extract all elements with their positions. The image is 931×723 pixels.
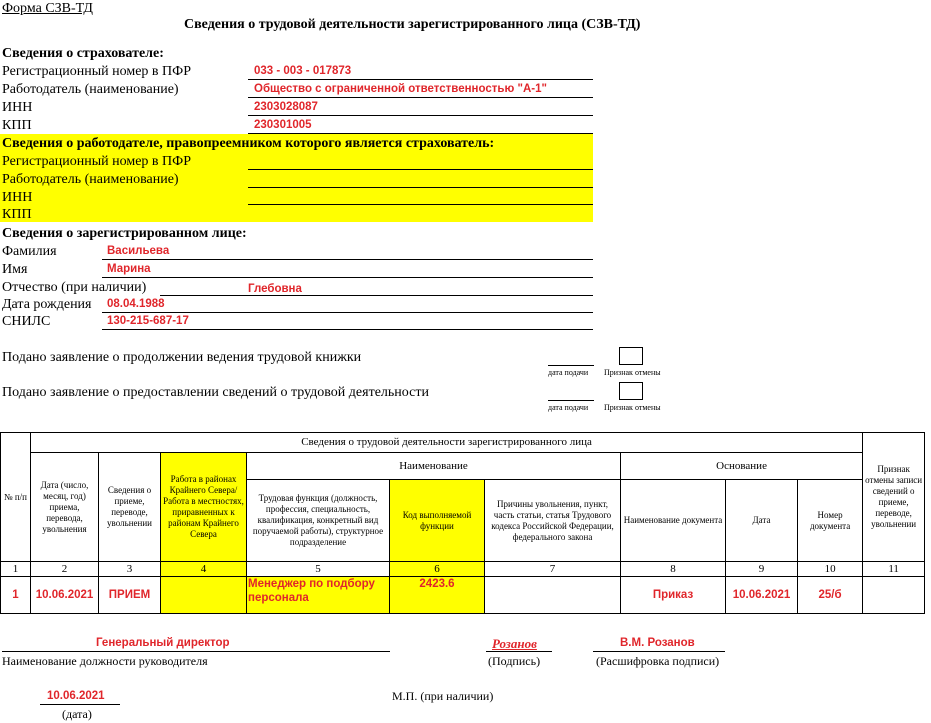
table-group-header: Сведения о трудовой деятельности зарегистрированного лица <box>31 433 863 453</box>
col-header-doc-num: Номер документа <box>798 480 863 562</box>
row-code[interactable]: 2423.6 <box>390 577 485 614</box>
person-name-label: Имя <box>2 262 28 277</box>
continue-book-cancel-box[interactable] <box>619 347 643 365</box>
insurer-employer-label: Работодатель (наименование) <box>2 82 179 97</box>
col-header-date: Дата (число, месяц, год) приема, перевода, увольнения <box>31 453 99 562</box>
table-row <box>1 577 925 614</box>
document-title: Сведения о трудовой деятельности зарегистрированного лица (СЗВ-ТД) <box>184 17 641 32</box>
signature-line <box>486 651 552 652</box>
insurer-kpp-value[interactable]: 230301005 <box>254 119 312 131</box>
manager-position-line <box>2 651 390 652</box>
row-doc-date[interactable]: 10.06.2021 <box>726 577 798 614</box>
provide-info-cancel-caption: Признак отмены <box>604 403 661 412</box>
insurer-inn-value[interactable]: 2303028087 <box>254 101 318 113</box>
col-header-doc-date: Дата <box>726 480 798 562</box>
successor-inn-field[interactable] <box>248 204 593 205</box>
person-name-line <box>102 277 593 278</box>
insurer-kpp-label: КПП <box>2 118 32 133</box>
row-function[interactable]: Менеджер по подбору персонала <box>247 577 390 614</box>
manager-position-value[interactable]: Генеральный директор <box>96 637 230 649</box>
col-header-doc-name: Наименование документа <box>621 480 726 562</box>
signature-decode-line <box>593 651 725 652</box>
insurer-reg-value[interactable]: 033 - 003 - 017873 <box>254 65 352 77</box>
name-group-header: Наименование <box>247 453 621 480</box>
col-number: 3 <box>99 562 161 577</box>
successor-kpp-label: КПП <box>2 207 32 222</box>
person-patronymic-value[interactable]: Глебовна <box>248 283 302 295</box>
continue-book-cancel-caption: Признак отмены <box>604 368 661 377</box>
sign-date-value[interactable]: 10.06.2021 <box>47 690 105 702</box>
insurer-inn-line <box>248 115 593 116</box>
successor-section <box>0 134 593 222</box>
sign-date-line <box>40 704 120 705</box>
row-date[interactable]: 10.06.2021 <box>31 577 99 614</box>
person-name-value[interactable]: Марина <box>107 263 151 275</box>
signature-decode-value[interactable]: В.М. Розанов <box>620 637 695 649</box>
labor-activity-table <box>0 432 925 614</box>
insurer-employer-value[interactable]: Общество с ограниченной ответственностью "А-1" <box>254 83 547 95</box>
col-number: 7 <box>485 562 621 577</box>
col-header-info: Сведения о приеме, переводе, увольнении <box>99 453 161 562</box>
insurer-reg-line <box>248 79 593 80</box>
successor-employer-field[interactable] <box>248 187 593 188</box>
col-number: 6 <box>390 562 485 577</box>
col-header-cancel: Признак отмены записи сведений о приеме, переводе, увольнении <box>863 433 925 562</box>
person-patronymic-label: Отчество (при наличии) <box>2 280 147 295</box>
row-info[interactable]: ПРИЕМ <box>99 577 161 614</box>
col-number: 11 <box>863 562 925 577</box>
stamp-label: М.П. (при наличии) <box>392 689 494 703</box>
person-patronymic-line <box>160 295 593 296</box>
col-number: 2 <box>31 562 99 577</box>
col-header-code: Код выполняемой функции <box>390 480 485 562</box>
col-header-num: № п/п <box>1 433 31 562</box>
person-birth-value[interactable]: 08.04.1988 <box>107 298 165 310</box>
col-number: 5 <box>247 562 390 577</box>
form-label: Форма СЗВ-ТД <box>2 1 93 16</box>
row-doc-num[interactable]: 25/б <box>798 577 863 614</box>
provide-info-cancel-box[interactable] <box>619 382 643 400</box>
person-birth-line <box>102 312 593 313</box>
insurer-employer-line <box>248 97 593 98</box>
statement-continue-book: Подано заявление о продолжении ведения трудовой книжки <box>2 350 362 365</box>
insurer-heading: Сведения о страхователе: <box>2 46 164 61</box>
signature-decode-caption: (Расшифровка подписи) <box>596 654 720 668</box>
person-snils-line <box>102 329 593 330</box>
successor-inn-label: ИНН <box>2 190 33 205</box>
row-north[interactable] <box>161 577 247 614</box>
col-number: 9 <box>726 562 798 577</box>
column-numbers-row <box>1 562 925 577</box>
person-surname-value[interactable]: Васильева <box>107 245 170 257</box>
row-num[interactable]: 1 <box>1 577 31 614</box>
col-header-north: Работа в районах Крайнего Севера/Работа в местностях, приравненных к районам Крайнего Севера <box>161 453 247 562</box>
col-number: 4 <box>161 562 247 577</box>
manager-position-caption: Наименование должности руководителя <box>2 654 208 668</box>
signature-caption: (Подпись) <box>488 654 541 668</box>
statement-provide-info: Подано заявление о предоставлении сведений о трудовой деятельности <box>2 385 429 400</box>
person-snils-value[interactable]: 130-215-687-17 <box>107 315 189 327</box>
successor-heading: Сведения о работодателе, правопреемником которого является страхователь: <box>2 136 495 151</box>
signature-value[interactable]: Розанов <box>492 636 537 651</box>
person-heading: Сведения о зарегистрированном лице: <box>2 226 247 241</box>
person-snils-label: СНИЛС <box>2 314 51 329</box>
basis-group-header: Основание <box>621 453 863 480</box>
continue-book-date-field[interactable] <box>548 365 594 366</box>
successor-employer-label: Работодатель (наименование) <box>2 172 179 187</box>
col-header-reason: Причины увольнения, пункт, часть статьи, статья Трудового кодекса Российской Федерации, федерального закона <box>485 480 621 562</box>
insurer-reg-label: Регистрационный номер в ПФР <box>2 64 191 79</box>
row-cancel[interactable] <box>863 577 925 614</box>
row-doc-name[interactable]: Приказ <box>621 577 726 614</box>
continue-book-date-caption: дата подачи <box>548 368 589 377</box>
col-header-function: Трудовая функция (должность, профессия, специальность, квалификация, конкретный вид поручаемой работы), структурное подразделение <box>247 480 390 562</box>
col-number: 8 <box>621 562 726 577</box>
row-reason[interactable] <box>485 577 621 614</box>
provide-info-date-caption: дата подачи <box>548 403 589 412</box>
person-surname-label: Фамилия <box>2 244 57 259</box>
provide-info-date-field[interactable] <box>548 400 594 401</box>
col-number: 1 <box>1 562 31 577</box>
insurer-inn-label: ИНН <box>2 100 33 115</box>
successor-reg-field[interactable] <box>248 169 593 170</box>
person-surname-line <box>102 259 593 260</box>
successor-reg-label: Регистрационный номер в ПФР <box>2 154 191 169</box>
person-birth-label: Дата рождения <box>2 297 92 312</box>
col-number: 10 <box>798 562 863 577</box>
sign-date-caption: (дата) <box>62 707 92 721</box>
